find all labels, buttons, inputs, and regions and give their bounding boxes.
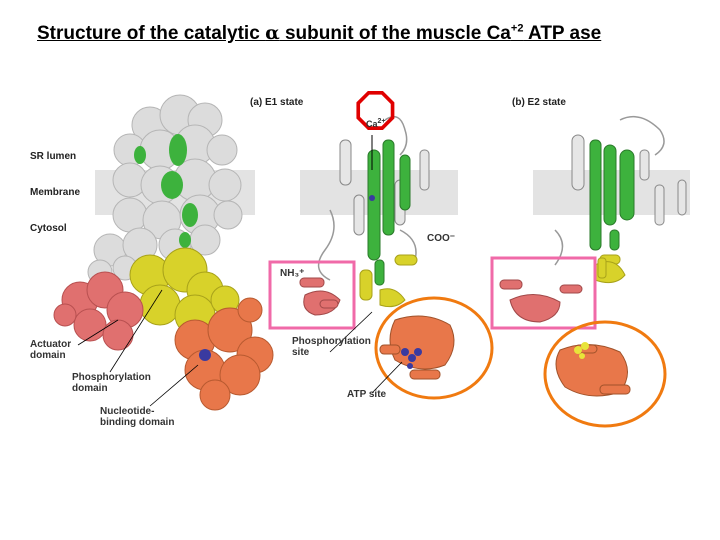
region-label-membrane: Membrane bbox=[30, 187, 81, 198]
atp-site-label: ATP site bbox=[347, 389, 387, 400]
phosphorylation-domain-label bbox=[72, 372, 151, 394]
title-prefix: Structure of the catalytic bbox=[37, 23, 266, 44]
phosphorylation-label-line1: Phosphorylation bbox=[72, 372, 151, 383]
region-label-lumen: SR lumen bbox=[30, 151, 77, 162]
actuator-label-line1: Actuator bbox=[30, 339, 72, 350]
title-alpha: α bbox=[265, 22, 280, 44]
e2-ribbon bbox=[500, 117, 686, 396]
phos-site-line2: site bbox=[292, 347, 310, 358]
actuator-label-line2: domain bbox=[30, 350, 66, 361]
phos-site-line1: Phosphorylation bbox=[292, 336, 371, 347]
panel-label-e1: (a) E1 state bbox=[250, 97, 304, 108]
nucleotide-label-line1: Nucleotide- bbox=[100, 406, 155, 417]
phosphorylation-site-label bbox=[292, 336, 371, 358]
atp-ligand-surface bbox=[199, 349, 211, 361]
coo-label: COO⁻ bbox=[427, 233, 456, 244]
phosphorylation-label-line2: domain bbox=[72, 383, 108, 394]
title-charge: +2 bbox=[510, 22, 524, 35]
surface-model bbox=[54, 95, 273, 410]
actuator-domain-label bbox=[30, 339, 71, 361]
ca-label bbox=[366, 116, 386, 130]
ca-label-charge: 2+ bbox=[377, 118, 386, 125]
title-middle: subunit of the muscle Ca bbox=[279, 23, 511, 44]
nh3-label: NH₃⁺ bbox=[280, 268, 305, 279]
nucleotide-domain-label bbox=[100, 406, 174, 428]
nucleotide-label-line2: binding domain bbox=[100, 417, 175, 428]
panel-label-e2: (b) E2 state bbox=[512, 97, 566, 108]
title-suffix: ATP ase bbox=[523, 23, 602, 44]
region-label-cytosol: Cytosol bbox=[30, 223, 67, 234]
ca-label-text: Ca bbox=[366, 119, 378, 129]
